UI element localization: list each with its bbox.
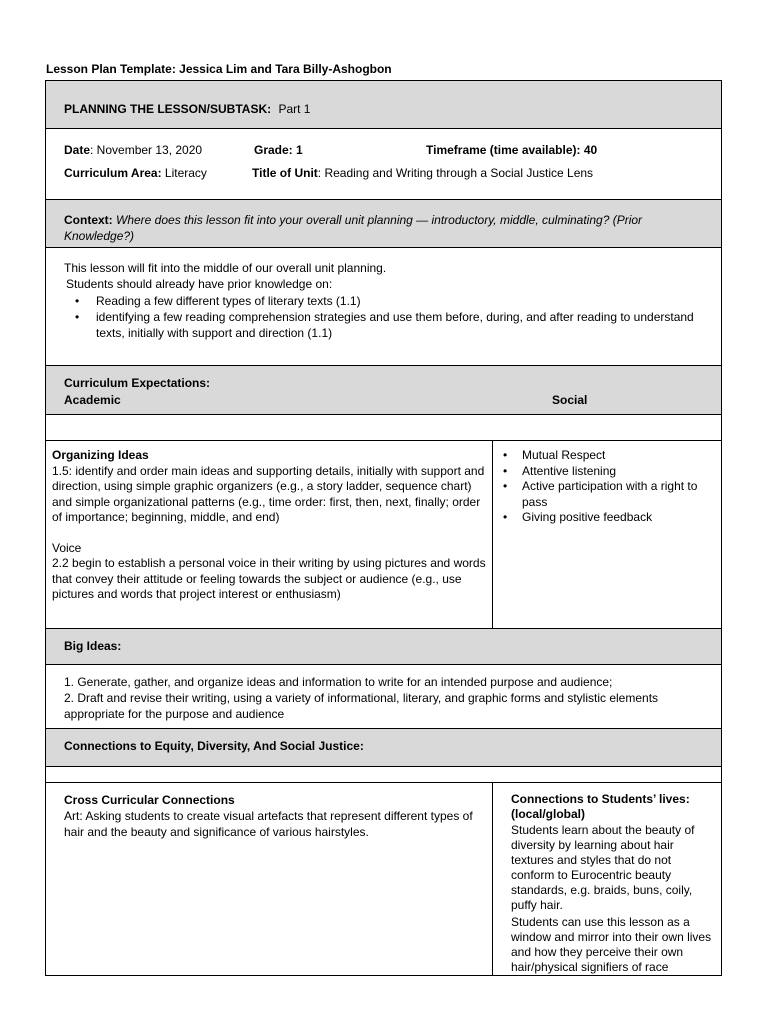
- big-idea-1: 1. Generate, gather, and organize ideas and information to write for an intended purpose and audience;: [64, 675, 613, 689]
- equity-header: [46, 729, 722, 767]
- expectations-label: Curriculum Expectations:: [64, 376, 211, 390]
- list-item: • Giving positive feedback: [493, 510, 717, 526]
- voice-title: Voice: [52, 540, 82, 555]
- academic-label: Academic: [64, 393, 121, 407]
- date-value: : November 13, 2020: [90, 143, 203, 157]
- lesson-plan-table: [45, 80, 722, 976]
- context-line-1: This lesson will fit into the middle of our overall unit planning.: [64, 261, 387, 275]
- lesson-info-cell: [46, 129, 722, 200]
- social-label: Social: [552, 393, 588, 407]
- context-question: Where does this lesson fit into your overall unit planning — introductory, middle, culminating? (Prior Knowledge?): [64, 213, 643, 243]
- document-title: Lesson Plan Template: Jessica Lim and Tara Billy-Ashogbon: [46, 62, 392, 76]
- big-ideas-header: [46, 629, 722, 665]
- list-item: • Attentive listening: [493, 464, 717, 480]
- spacer-row: [46, 767, 722, 783]
- organizing-ideas-text: 1.5: identify and order main ideas and supporting details, initially with support and direction, using simple graphic organizers (e.g., a story ladder, sequence chart) and simple organizational patterns (e.g., time order: first, then, next, finally; order of importance; beginning, middle, and end): [52, 463, 485, 524]
- students-lives-title: Connections to Students’ lives: (local/global): [511, 792, 690, 821]
- list-item: • Active participation with a right to pass: [493, 479, 717, 510]
- list-item: • Mutual Respect: [493, 448, 717, 464]
- equity-label: Connections to Equity, Diversity, And Social Justice:: [64, 739, 364, 753]
- students-lives-cell: [493, 783, 722, 976]
- cross-curricular-cell: [46, 783, 493, 976]
- list-item: • identifying a few reading comprehension strategies and use them before, during, and after reading to understand texts, initially with support and direction (1.1): [64, 309, 703, 341]
- unit-field: [252, 166, 593, 180]
- social-list: [493, 448, 717, 526]
- curriculum-label: Curriculum Area:: [64, 166, 162, 180]
- big-idea-2: 2. Draft and revise their writing, using a variety of informational, literary, and graphic forms and stylistic elements appropriate for the purpose and audience: [64, 691, 659, 721]
- planning-header: [46, 81, 722, 129]
- big-ideas-body: [46, 665, 722, 729]
- voice-text: 2.2 begin to establish a personal voice in their writing by using pictures and words that convey their attitude or feeling towards the subject or audience (e.g., use pictures and words that project interest or enthusiasm): [52, 556, 486, 601]
- grade-label: Grade: 1: [254, 143, 303, 157]
- prior-knowledge-list: [64, 293, 703, 341]
- unit-value: : Reading and Writing through a Social Justice Lens: [317, 166, 594, 180]
- timeframe-label: Timeframe (time available): 40: [426, 143, 598, 157]
- students-lives-text-2: Students can use this lesson as a window and mirror into their own lives and how they perceive their own hair/physical signifiers of race: [511, 915, 712, 974]
- academic-cell: [46, 441, 493, 629]
- spacer-row: [46, 415, 722, 441]
- students-lives-text-1: Students learn about the beauty of diversity by learning about hair textures and styles that do not conform to Eurocentric beauty standards, e.g. braids, buns, coily, puffy hair.: [511, 823, 695, 912]
- organizing-ideas-title: Organizing Ideas: [52, 448, 149, 462]
- curriculum-value: Literacy: [161, 166, 207, 180]
- context-label: Context:: [64, 213, 113, 227]
- date-field: [64, 143, 202, 157]
- context-header: [46, 200, 722, 248]
- expectations-header: [46, 366, 722, 415]
- context-line-2: Students should already have prior knowledge on:: [66, 277, 333, 291]
- cross-curricular-text: Art: Asking students to create visual artefacts that represent different types of hair and the beauty and significance of various hairstyles.: [64, 809, 473, 839]
- planning-label: PLANNING THE LESSON/SUBTASK:: [64, 102, 272, 116]
- context-body: [46, 248, 722, 366]
- list-item: • Reading a few different types of literary texts (1.1): [64, 293, 703, 309]
- curriculum-field: [64, 166, 207, 180]
- unit-label: Title of Unit: [252, 166, 318, 180]
- big-ideas-label: Big Ideas:: [64, 639, 122, 653]
- social-cell: [493, 441, 722, 629]
- planning-value: Part 1: [278, 102, 311, 116]
- cross-curricular-title: Cross Curricular Connections: [64, 793, 235, 807]
- date-label: Date: [64, 143, 91, 157]
